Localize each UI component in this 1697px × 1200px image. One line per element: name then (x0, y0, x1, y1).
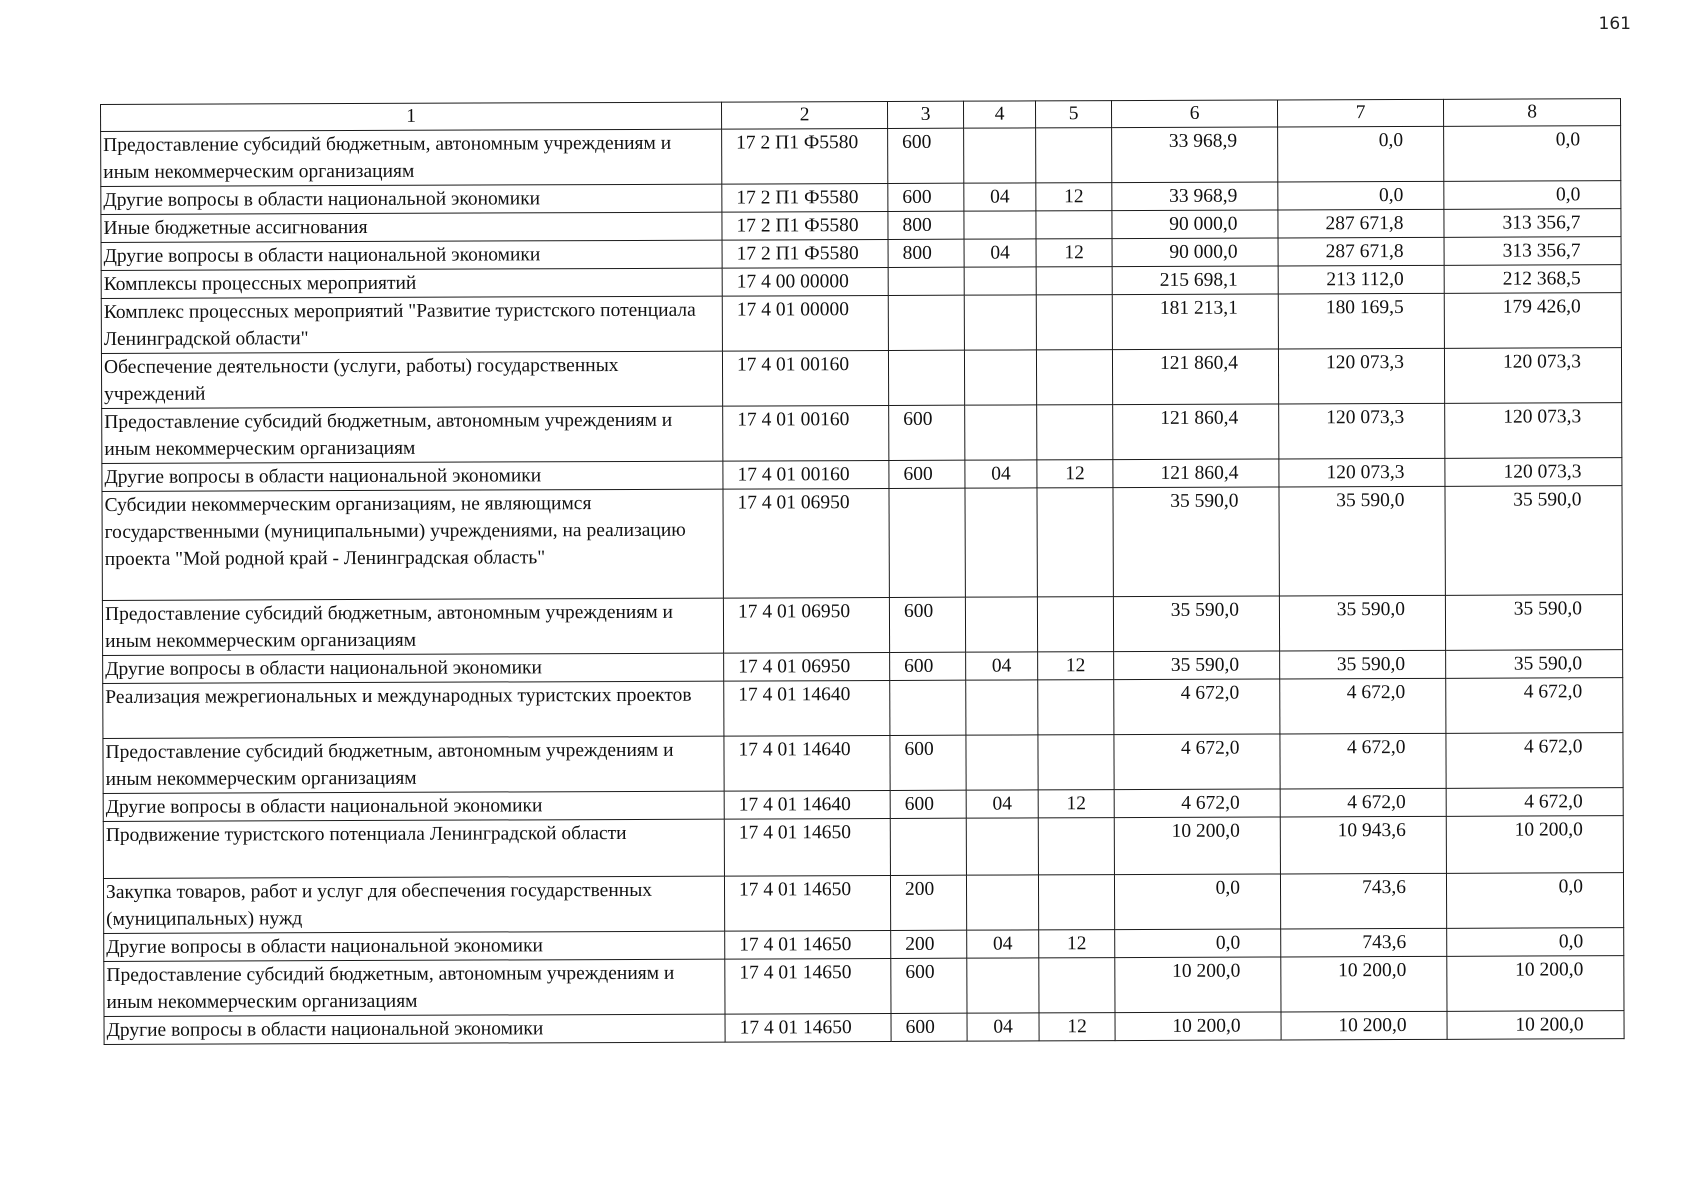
column-header-2: 2 (721, 101, 887, 129)
row-name-cell: Другие вопросы в области национальной экономики (104, 1014, 725, 1044)
row-name-cell: Предоставление субсидий бюджетным, автономным учреждениям и иным некоммерческим организациям (102, 406, 723, 463)
expense-type-cell: 600 (888, 128, 964, 183)
page-number: 161 (1598, 14, 1631, 34)
table-row (101, 126, 1621, 187)
amount-col8-cell: 35 590,0 (1445, 595, 1622, 651)
expense-type-cell: 800 (888, 211, 964, 239)
amount-col7-cell: 287 671,8 (1278, 209, 1444, 238)
amount-col6-cell: 121 860,4 (1113, 404, 1279, 460)
row-name-cell: Другие вопросы в области национальной экономики (101, 184, 722, 214)
section-cell: 04 (967, 1013, 1039, 1041)
amount-col8-cell: 212 368,5 (1444, 265, 1621, 294)
amount-col8-cell: 120 073,3 (1444, 348, 1621, 404)
target-code-cell: 17 4 01 14640 (724, 790, 890, 819)
section-cell (964, 267, 1036, 295)
table-body (101, 126, 1624, 1045)
amount-col8-cell: 0,0 (1447, 928, 1624, 957)
section-cell (966, 875, 1038, 930)
amount-col8-cell: 313 356,7 (1444, 209, 1621, 238)
section-cell (964, 211, 1036, 239)
subsection-cell (1037, 405, 1113, 460)
amount-col6-cell: 35 590,0 (1113, 487, 1279, 597)
amount-col7-cell: 0,0 (1278, 126, 1444, 182)
amount-col7-cell: 4 672,0 (1280, 678, 1446, 734)
column-header-7: 7 (1277, 99, 1443, 127)
target-code-cell: 17 4 01 06950 (723, 488, 889, 598)
table-row (102, 486, 1622, 601)
target-code-cell: 17 2 П1 Ф5580 (722, 183, 888, 212)
amount-col8-cell: 35 590,0 (1446, 650, 1623, 679)
table-row (103, 873, 1623, 934)
expense-type-cell: 600 (889, 597, 965, 652)
target-code-cell: 17 4 01 06950 (723, 597, 889, 653)
row-name-cell: Другие вопросы в области национальной экономики (104, 931, 725, 961)
section-cell (965, 488, 1037, 597)
expense-type-cell (888, 295, 964, 350)
expense-type-cell: 600 (891, 958, 967, 1013)
subsection-cell (1036, 128, 1112, 183)
row-name-cell: Иные бюджетные ассигнования (101, 212, 722, 242)
amount-col7-cell: 10 943,6 (1280, 816, 1446, 874)
amount-col6-cell: 215 698,1 (1112, 266, 1278, 295)
amount-col6-cell: 181 213,1 (1112, 294, 1278, 350)
row-name-cell: Предоставление субсидий бюджетным, автономным учреждениям и иным некоммерческим организациям (103, 736, 724, 793)
subsection-cell (1036, 267, 1112, 295)
amount-col8-cell: 0,0 (1446, 873, 1623, 929)
target-code-cell: 17 4 01 14650 (724, 818, 890, 876)
table-row (102, 595, 1622, 656)
subsection-cell (1037, 488, 1113, 597)
subsection-cell (1038, 735, 1114, 790)
amount-col6-cell: 10 200,0 (1115, 1012, 1281, 1041)
row-name-cell: Реализация межрегиональных и международных туристских проектов (103, 681, 724, 738)
amount-col8-cell: 4 672,0 (1446, 788, 1623, 817)
row-name-cell: Продвижение туристского потенциала Ленинградской области (103, 819, 724, 878)
expense-type-cell: 600 (890, 790, 966, 818)
amount-col6-cell: 4 672,0 (1114, 679, 1280, 735)
row-name-cell: Предоставление субсидий бюджетным, автономным учреждениям и иным некоммерческим организациям (101, 129, 722, 186)
subsection-cell (1038, 680, 1114, 735)
amount-col7-cell: 35 590,0 (1279, 595, 1445, 651)
section-cell (967, 958, 1039, 1013)
table-row (103, 733, 1623, 794)
section-cell (966, 818, 1038, 875)
amount-col7-cell: 0,0 (1278, 181, 1444, 210)
expense-type-cell: 600 (889, 460, 965, 488)
amount-col6-cell: 4 672,0 (1114, 734, 1280, 790)
target-code-cell: 17 2 П1 Ф5580 (722, 128, 888, 184)
amount-col7-cell: 743,6 (1281, 928, 1447, 957)
amount-col6-cell: 10 200,0 (1114, 817, 1280, 875)
table-row (104, 956, 1624, 1017)
subsection-cell (1036, 211, 1112, 239)
budget-table (100, 98, 1625, 1045)
subsection-cell (1036, 350, 1112, 405)
column-header-8: 8 (1443, 99, 1620, 127)
subsection-cell: 12 (1039, 930, 1115, 958)
expense-type-cell (889, 488, 965, 597)
amount-col7-cell: 120 073,3 (1279, 458, 1445, 487)
target-code-cell: 17 4 01 00000 (722, 295, 888, 351)
amount-col6-cell: 35 590,0 (1114, 651, 1280, 680)
subsection-cell (1038, 875, 1114, 930)
amount-col7-cell: 743,6 (1280, 873, 1446, 929)
amount-col8-cell: 313 356,7 (1444, 237, 1621, 266)
target-code-cell: 17 4 01 14650 (725, 958, 891, 1014)
target-code-cell: 17 4 01 14650 (725, 1013, 891, 1042)
target-code-cell: 17 4 01 00160 (722, 350, 888, 406)
target-code-cell: 17 4 01 06950 (724, 652, 890, 681)
expense-type-cell (890, 818, 966, 875)
expense-type-cell: 600 (890, 735, 966, 790)
amount-col8-cell: 179 426,0 (1444, 293, 1621, 349)
target-code-cell: 17 2 П1 Ф5580 (722, 239, 888, 268)
expense-type-cell (888, 267, 964, 295)
target-code-cell: 17 4 01 14650 (724, 875, 890, 931)
amount-col8-cell: 0,0 (1444, 126, 1621, 182)
amount-col7-cell: 4 672,0 (1280, 788, 1446, 817)
section-cell: 04 (964, 239, 1036, 267)
subsection-cell: 12 (1038, 790, 1114, 818)
amount-col7-cell: 287 671,8 (1278, 237, 1444, 266)
subsection-cell: 12 (1037, 460, 1113, 488)
subsection-cell (1036, 295, 1112, 350)
section-cell (966, 680, 1038, 735)
amount-col8-cell: 10 200,0 (1447, 1011, 1624, 1040)
row-name-cell: Другие вопросы в области национальной экономики (103, 791, 724, 821)
expense-type-cell: 200 (891, 930, 967, 958)
column-header-3: 3 (887, 101, 963, 128)
amount-col7-cell: 10 200,0 (1281, 956, 1447, 1012)
expense-type-cell (890, 680, 966, 735)
target-code-cell: 17 2 П1 Ф5580 (722, 211, 888, 240)
section-cell (964, 128, 1036, 183)
expense-type-cell: 200 (890, 875, 966, 930)
amount-col6-cell: 121 860,4 (1113, 459, 1279, 488)
amount-col7-cell: 120 073,3 (1278, 348, 1444, 404)
section-cell (964, 295, 1036, 350)
amount-col7-cell: 120 073,3 (1279, 403, 1445, 459)
amount-col6-cell: 35 590,0 (1113, 596, 1279, 652)
table-row (101, 293, 1621, 354)
target-code-cell: 17 4 01 00160 (723, 460, 889, 489)
column-header-4: 4 (963, 101, 1035, 128)
target-code-cell: 17 4 01 14650 (725, 930, 891, 959)
amount-col8-cell: 120 073,3 (1445, 458, 1622, 487)
section-cell: 04 (966, 652, 1038, 680)
table-row (104, 1011, 1624, 1045)
row-name-cell: Другие вопросы в области национальной экономики (103, 653, 724, 683)
amount-col7-cell: 180 169,5 (1278, 293, 1444, 349)
subsection-cell: 12 (1039, 1013, 1115, 1041)
row-name-cell: Комплексы процессных мероприятий (101, 268, 722, 298)
amount-col7-cell: 35 590,0 (1279, 486, 1445, 596)
row-name-cell: Предоставление субсидий бюджетным, автономным учреждениям и иным некоммерческим организациям (102, 598, 723, 655)
subsection-cell (1039, 958, 1115, 1013)
row-name-cell: Обеспечение деятельности (услуги, работы) государственных учреждений (101, 351, 722, 408)
row-name-cell: Другие вопросы в области национальной экономики (102, 461, 723, 491)
column-header-6: 6 (1111, 100, 1277, 128)
column-header-5: 5 (1035, 101, 1111, 128)
amount-col6-cell: 0,0 (1115, 929, 1281, 958)
section-cell (966, 735, 1038, 790)
amount-col8-cell: 35 590,0 (1445, 486, 1622, 596)
amount-col6-cell: 33 968,9 (1112, 182, 1278, 211)
subsection-cell: 12 (1036, 239, 1112, 267)
row-name-cell: Предоставление субсидий бюджетным, автономным учреждениям и иным некоммерческим организациям (104, 959, 725, 1016)
table-row (101, 348, 1621, 409)
row-name-cell: Субсидии некоммерческим организациям, не являющимся государственными (муниципальными) учреждениями, на реализацию проекта "Мой родной край - Ленинградская область" (102, 489, 723, 600)
expense-type-cell: 600 (889, 405, 965, 460)
section-cell: 04 (964, 183, 1036, 211)
expense-type-cell: 800 (888, 239, 964, 267)
amount-col8-cell: 4 672,0 (1446, 678, 1623, 734)
amount-col6-cell: 4 672,0 (1114, 789, 1280, 818)
expense-type-cell: 600 (890, 652, 966, 680)
target-code-cell: 17 4 01 00160 (723, 405, 889, 461)
expense-type-cell: 600 (891, 1013, 967, 1041)
subsection-cell (1038, 818, 1114, 875)
amount-col6-cell: 90 000,0 (1112, 238, 1278, 267)
amount-col7-cell: 35 590,0 (1280, 650, 1446, 679)
expense-type-cell (888, 350, 964, 405)
row-name-cell: Другие вопросы в области национальной экономики (101, 240, 722, 270)
expense-type-cell: 600 (888, 183, 964, 211)
amount-col6-cell: 33 968,9 (1112, 127, 1278, 183)
column-header-1: 1 (101, 102, 722, 131)
target-code-cell: 17 4 01 14640 (724, 735, 890, 791)
amount-col6-cell: 90 000,0 (1112, 210, 1278, 239)
section-cell (965, 597, 1037, 652)
row-name-cell: Закупка товаров, работ и услуг для обеспечения государственных (муниципальных) нужд (103, 876, 724, 933)
subsection-cell: 12 (1036, 183, 1112, 211)
amount-col8-cell: 10 200,0 (1447, 956, 1624, 1012)
table-row (103, 816, 1623, 879)
subsection-cell (1037, 597, 1113, 652)
target-code-cell: 17 4 01 14640 (724, 680, 890, 736)
amount-col7-cell: 4 672,0 (1280, 733, 1446, 789)
amount-col8-cell: 10 200,0 (1446, 816, 1623, 874)
amount-col8-cell: 4 672,0 (1446, 733, 1623, 789)
amount-col6-cell: 10 200,0 (1115, 957, 1281, 1013)
table-row (103, 678, 1623, 739)
section-cell (965, 405, 1037, 460)
amount-col6-cell: 0,0 (1114, 874, 1280, 930)
amount-col8-cell: 0,0 (1444, 181, 1621, 210)
table-row (102, 403, 1622, 464)
section-cell: 04 (967, 930, 1039, 958)
amount-col7-cell: 10 200,0 (1281, 1011, 1447, 1040)
amount-col8-cell: 120 073,3 (1445, 403, 1622, 459)
section-cell (964, 350, 1036, 405)
row-name-cell: Комплекс процессных мероприятий "Развитие туристского потенциала Ленинградской области" (101, 296, 722, 353)
target-code-cell: 17 4 00 00000 (722, 267, 888, 296)
amount-col6-cell: 121 860,4 (1112, 349, 1278, 405)
section-cell: 04 (965, 460, 1037, 488)
subsection-cell: 12 (1038, 652, 1114, 680)
amount-col7-cell: 213 112,0 (1278, 265, 1444, 294)
section-cell: 04 (966, 790, 1038, 818)
